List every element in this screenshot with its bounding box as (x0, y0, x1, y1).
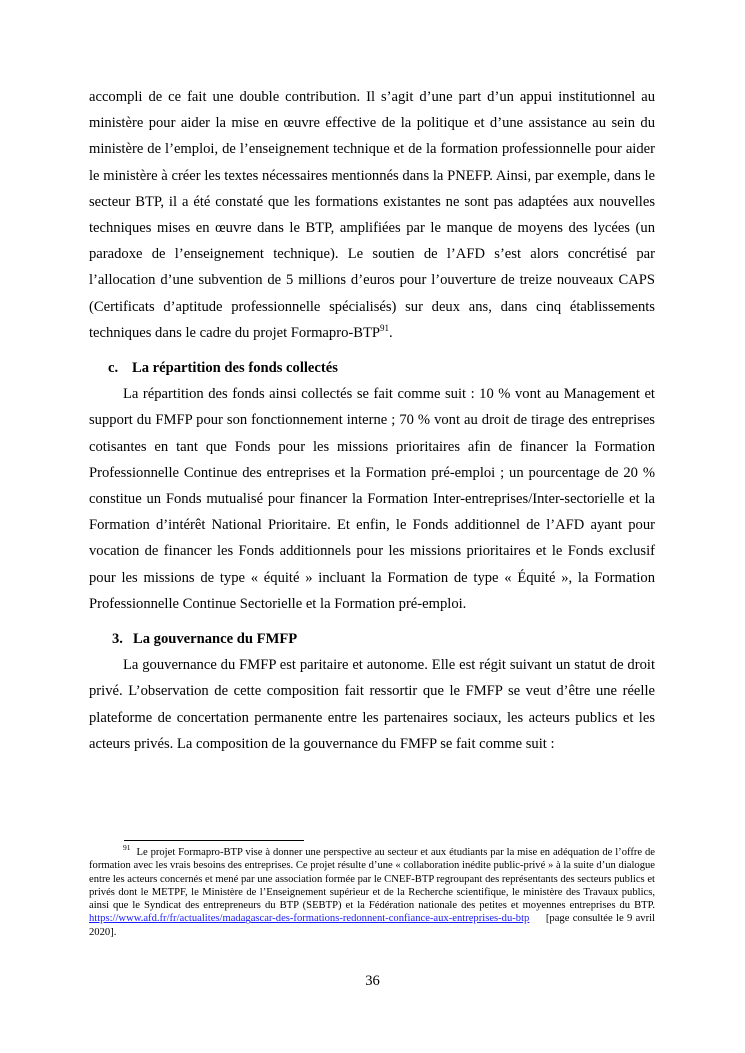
page-number: 36 (365, 973, 380, 989)
paragraph-afd-support (89, 84, 655, 346)
footnote-link[interactable]: https://www.afd.fr/fr/actualites/madagascar-des-formations-redonnent-confiance-aux-entreprises-du-btp (89, 913, 530, 925)
paragraph-governance: La gouvernance du FMFP est paritaire et autonome. Elle est régit suivant un statut de droit privé. L’observation de cette composition fait ressortir que le FMFP se veut d’être une réelle plateforme de concertation permanente entre les partenaires sociaux, les acteurs publics et les acteurs privés. La composition de la gouvernance du FMFP se fait comme suit : (89, 657, 655, 752)
footnote (89, 843, 655, 939)
section-heading-c-title: La répartition des fonds collectés (132, 360, 338, 377)
footnote-access-date: [page consultée le 9 avril 2020]. (89, 913, 655, 938)
section-heading-c (89, 355, 655, 381)
section-heading-3 (89, 626, 655, 652)
paragraph-end: . (388, 324, 393, 341)
paragraph-afd-support-text: accompli de ce fait une double contribution. Il s’agit d’une part d’un appui institutionnel au ministère pour aider la mise en œuvre effective de la politique et d’une assistance au sein du ministère de l’emploi, de l’enseignement technique et de la formation professionnelle pour aider le ministère à créer les textes nécessaires mentionnés dans la PNEFP. Ainsi, par exemple, dans le secteur BTP, il a été constaté que les formations existantes ne sont pas adaptées aux nouvelles techniques mises en œuvre dans le BTP, amplifiées par le manque de moyens des lycées (un paradoxe de l’enseignement technique). Le soutien de l’AFD s’est alors concrétisé par l’allocation d’une subvention de 5 millions d’euros pour l’ouverture de treize nouveaux CAPS (Certificats d’aptitude professionnelle spécialisés) sur deux ans, dans cinq établissements techniques dans le cadre du projet Formapro-BTP (89, 89, 655, 341)
footnote-reference[interactable]: 91 (379, 322, 389, 333)
footnote-separator (124, 840, 304, 841)
footnote-number: 91 (123, 843, 131, 853)
paragraph-funds-distribution: La répartition des fonds ainsi collectés se fait comme suit : 10 % vont au Management et support du FMFP pour son fonctionnement interne ; 70 % vont au droit de tirage des entreprises cotisantes en tant que Fonds pour les missions prioritaires afin de financer la Formation Professionnelle Continue des entreprises et la Formation pré-emploi ; un pourcentage de 20 % constitue un Fonds mutualisé pour financer la Formation Inter-entreprises/Inter-sectorielle et la Formation d’intérêt National Prioritaire. Et enfin, le Fonds additionnel de l’AFD ayant pour vocation de financer les Fonds additionnels pour les missions prioritaires et le Fonds exclusif pour les missions de type « équité » incluant la Formation de type « Équité », la Formation Professionnelle Continue Sectorielle et la Formation pré-emploi. (89, 386, 655, 612)
section-heading-3-label: 3. (112, 631, 123, 648)
footnote-text: Le projet Formapro-BTP vise à donner une perspective au secteur et aux étudiants par la mise en adéquation de l’offre de formation avec les vrais besoins des entreprises. Ce projet résulte d’une « collaboration inédite public-privé » à la suite d’un dialogue entre les acteurs concernés et mené par une association formée par le CNEF-BTP regroupant des représentants des secteurs publics et privés dont le METPF, le Ministère de l’Enseignement supérieur et de la Recherche scientifique, le ministère des Travaux publics, ainsi que le Syndicat des entrepreneurs du BTP (SEBTP) et la Fédération nationale des petites et moyennes entreprises du BTP. (89, 847, 655, 912)
page-body (89, 84, 655, 757)
section-heading-3-title: La gouvernance du FMFP (133, 631, 298, 648)
section-heading-c-label: c. (108, 360, 119, 377)
